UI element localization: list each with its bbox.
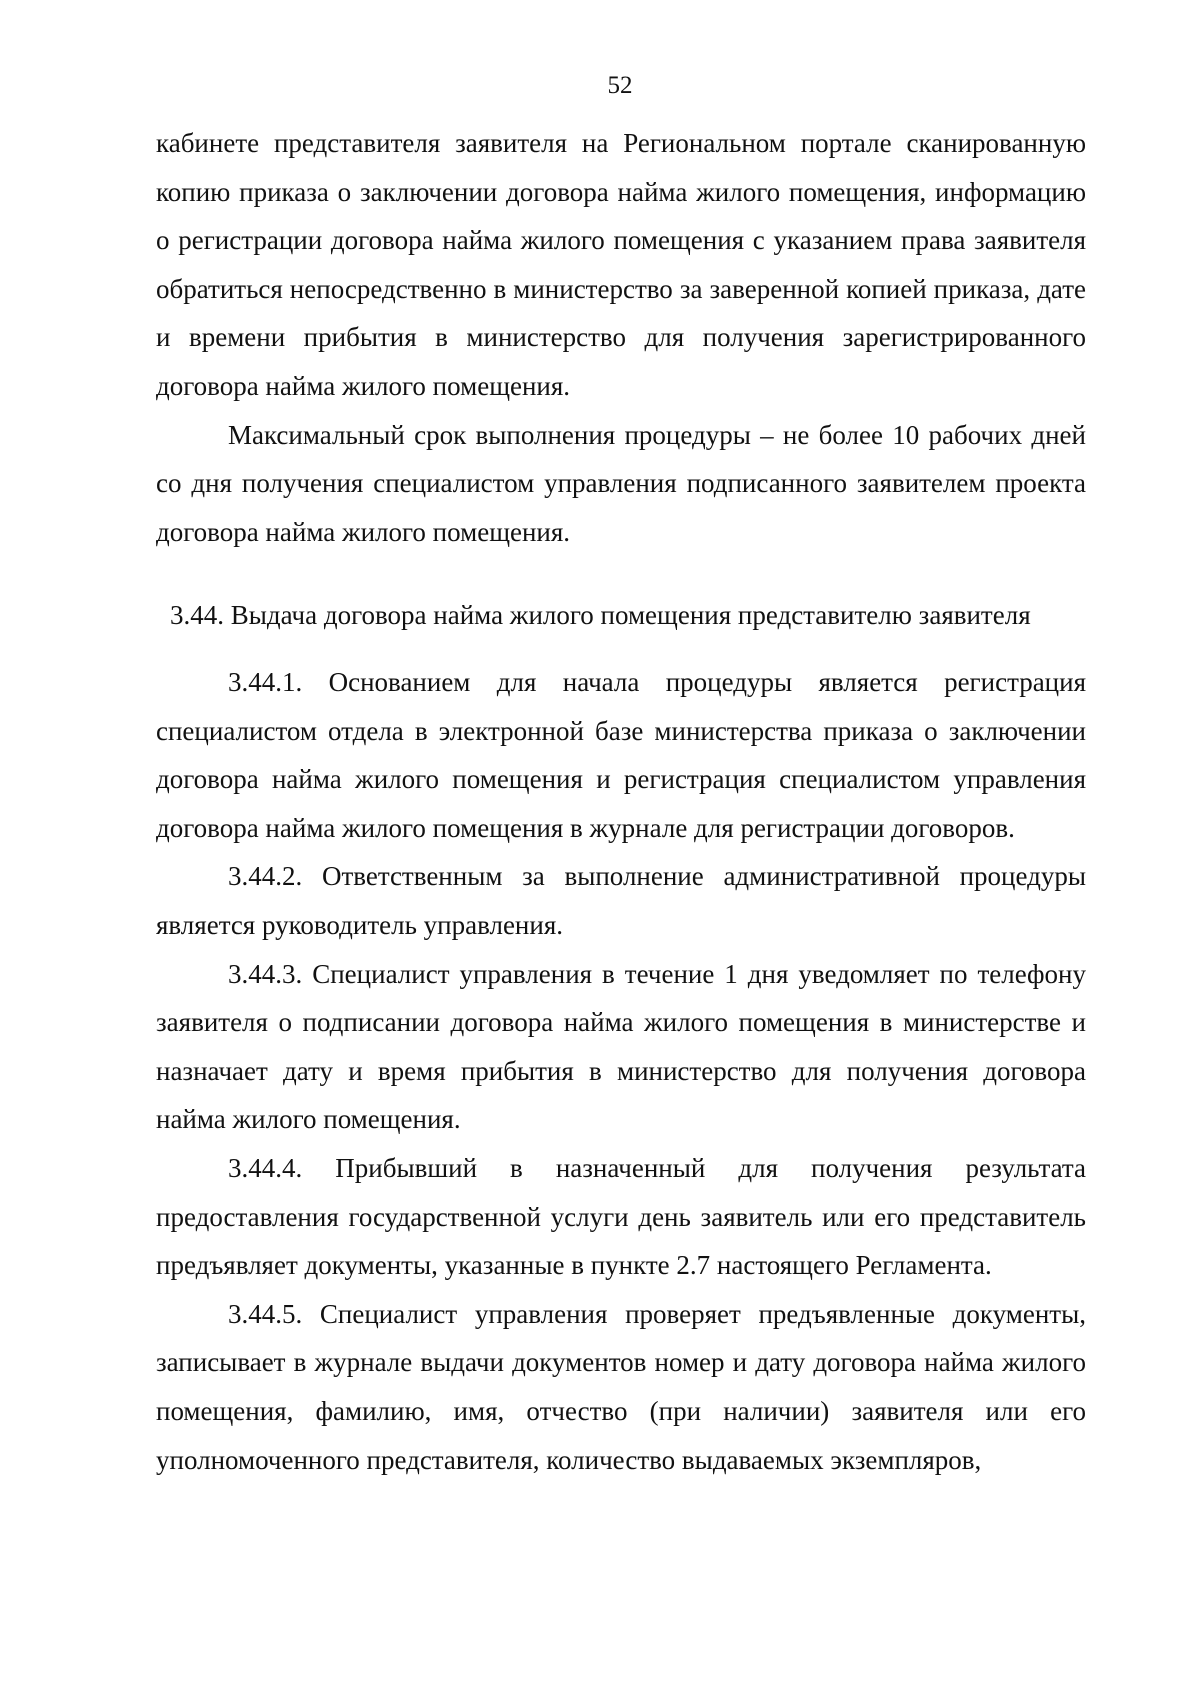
text-block-section [156, 658, 1086, 1484]
text-block-top [156, 119, 1086, 556]
paragraph-3-44-2: 3.44.2. Ответственным за выполнение административной процедуры является руководитель управления. [156, 861, 1086, 940]
paragraph-3-44-4: 3.44.4. Прибывший в назначенный для получения результата предоставления государственной услуги день заявитель или его представитель предъявляет документы, указанные в пункте 2.7 настоящего Регламента. [156, 1152, 1086, 1281]
paragraph-max-term: Максимальный срок выполнения процедуры – не более 10 рабочих дней со дня получения специалистом управления подписанного заявителем проекта договора найма жилого помещения. [156, 419, 1086, 547]
paragraph-continuation: кабинете представителя заявителя на Региональном портале сканированную копию приказа о заключении договора найма жилого помещения, информацию о регистрации договора найма жилого помещения с указанием права заявителя обратиться непосредственно в министерство за заверенной копией приказа, дате и времени прибытия в министерство для получения зарегистрированного договора найма жилого помещения. [156, 128, 1086, 401]
paragraph-3-44-1: 3.44.1. Основанием для начала процедуры является регистрация специалистом отдела в электронной базе министерства приказа о заключении договора найма жилого помещения и регистрация специалистом управления договора найма жилого помещения в журнале для регистрации договоров. [156, 667, 1086, 843]
section-heading: 3.44. Выдача договора найма жилого помещения представителю заявителя [170, 600, 1031, 630]
paragraph-3-44-5: 3.44.5. Специалист управления проверяет предъявленные документы, записывает в журнале выдачи документов номер и дату договора найма жилого помещения, фамилию, имя, отчество (при наличии) заявителя или его уполномоченного представителя, количество выдаваемых экземпляров, [156, 1298, 1086, 1475]
page-number: 52 [607, 72, 633, 99]
paragraph-3-44-3: 3.44.3. Специалист управления в течение 1 дня уведомляет по телефону заявителя о подписании договора найма жилого помещения в министерстве и назначает дату и время прибытия в министерство для получения договора найма жилого помещения. [156, 958, 1086, 1135]
